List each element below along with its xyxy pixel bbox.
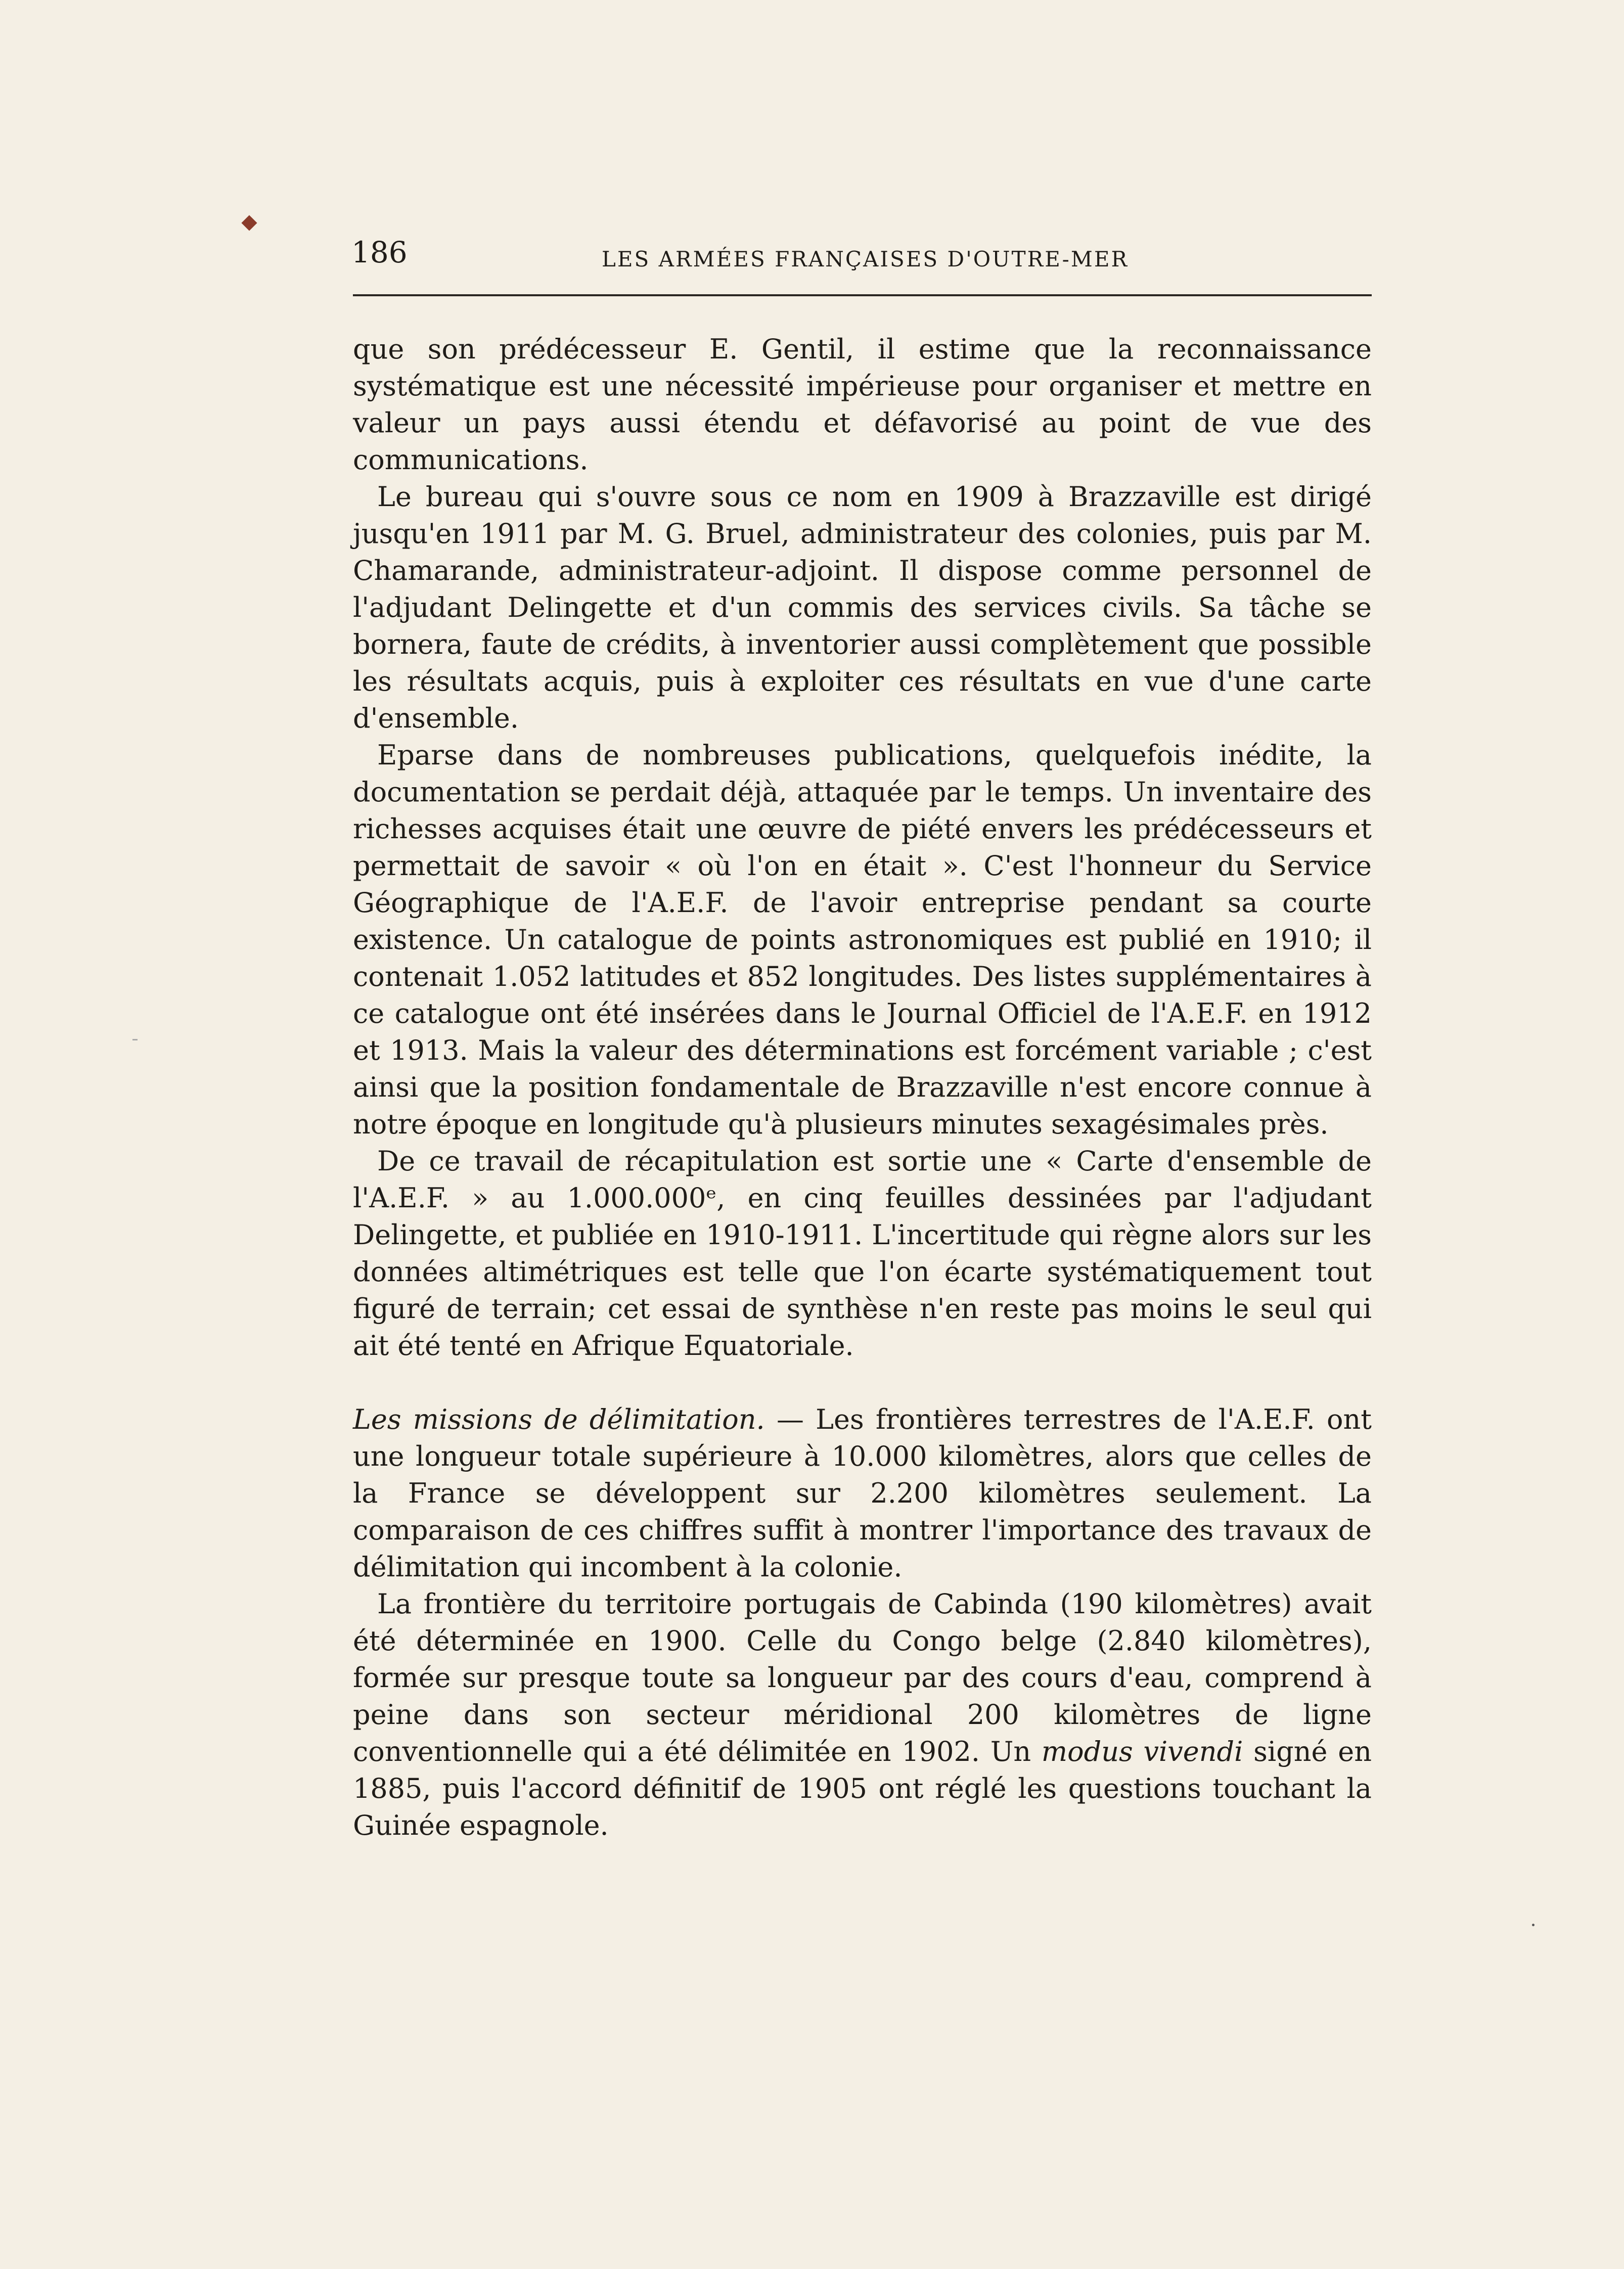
- scan-speck: [1532, 1924, 1535, 1926]
- paragraph-2: Le bureau qui s'ouvre sous ce nom en 1909 à Brazzaville est dirigé jusqu'en 1911 par M. G. Bruel, administrateur des colonies, puis par M. Chamarande, administrateur-adjoint. Il dispose comme personnel de l'adjudant Delingette et d'un commis des services civils. Sa tâche se bornera, faute de crédits, à inventorier aussi complètement que possible les résultats acquis, puis à exploiter ces résultats en vue d'une carte d'ensemble.: [353, 481, 1372, 734]
- modus-vivendi-term: modus vivendi: [1041, 1736, 1243, 1767]
- scan-mark: [241, 215, 257, 231]
- section-title: Les missions de délimitation.: [353, 1403, 765, 1435]
- page-number: 186: [351, 235, 408, 269]
- body-text: [353, 331, 1372, 1844]
- paragraph-6-start: La frontière du territoire portugais de Cabinda (190 kilomètres) avait été déterminée en 1900. Celle du Congo belge (2.840 kilomètres), formée sur presque toute sa longueur par des cours d'eau, comprend à peine dans son secteur méridional 200 kilomètres de ligne conventionnelle qui a été délimitée en 1902. Un: [353, 1588, 1372, 1767]
- section-text: — Les frontières terrestres de l'A.E.F. ont une longueur totale supérieure à 10.000 kilomètres, alors que celles de la France se développent sur 2.200 kilomètres seulement. La comparaison de ces chiffres suffit à montrer l'importance des travaux de délimitation qui incombent à la colonie.: [353, 1403, 1372, 1583]
- running-head: LES ARMÉES FRANÇAISES D'OUTRE-MER: [602, 247, 1129, 271]
- paragraph-6: [353, 1585, 1372, 1844]
- header-rule: [353, 294, 1372, 296]
- margin-tick: [132, 1039, 138, 1040]
- paragraph-3: Eparse dans de nombreuses publications, quelquefois inédite, la documentation se perdait déjà, attaquée par le temps. Un inventaire des richesses acquises était une œuvre de piété envers les prédécesseurs et permettait de savoir « où l'on en était ». C'est l'honneur du Service Géographique de l'A.E.F. de l'avoir entreprise pendant sa courte existence. Un catalogue de points astronomiques est publié en 1910; il contenait 1.052 latitudes et 852 longitudes. Des listes supplémentaires à ce catalogue ont été insérées dans le Journal Officiel de l'A.E.F. en 1912 et 1913. Mais la valeur des déterminations est forcément variable ; c'est ainsi que la position fondamentale de Brazzaville n'est encore connue à notre époque en longitude qu'à plusieurs minutes sexagésimales près.: [353, 739, 1372, 1140]
- paragraph-1: que son prédécesseur E. Gentil, il estime que la reconnaissance systématique est une nécessité impérieuse pour organiser et mettre en valeur un pays aussi étendu et défavorisé au point de vue des communications.: [353, 333, 1372, 476]
- paragraph-6-end: signé en 1885, puis l'accord définitif de 1905 ont réglé les questions touchant la Guinée espagnole.: [353, 1736, 1372, 1841]
- paragraph-4: De ce travail de récapitulation est sortie une « Carte d'ensemble de l'A.E.F. » au 1.000.000ᵉ, en cinq feuilles dessinées par l'adjudant Delingette, et publiée en 1910-1911. L'incertitude qui règne alors sur les données altimétriques est telle que l'on écarte systématiquement tout figuré de terrain; cet essai de synthèse n'en reste pas moins le seul qui ait été tenté en Afrique Equatoriale.: [353, 1145, 1372, 1362]
- section-paragraph: [353, 1401, 1372, 1585]
